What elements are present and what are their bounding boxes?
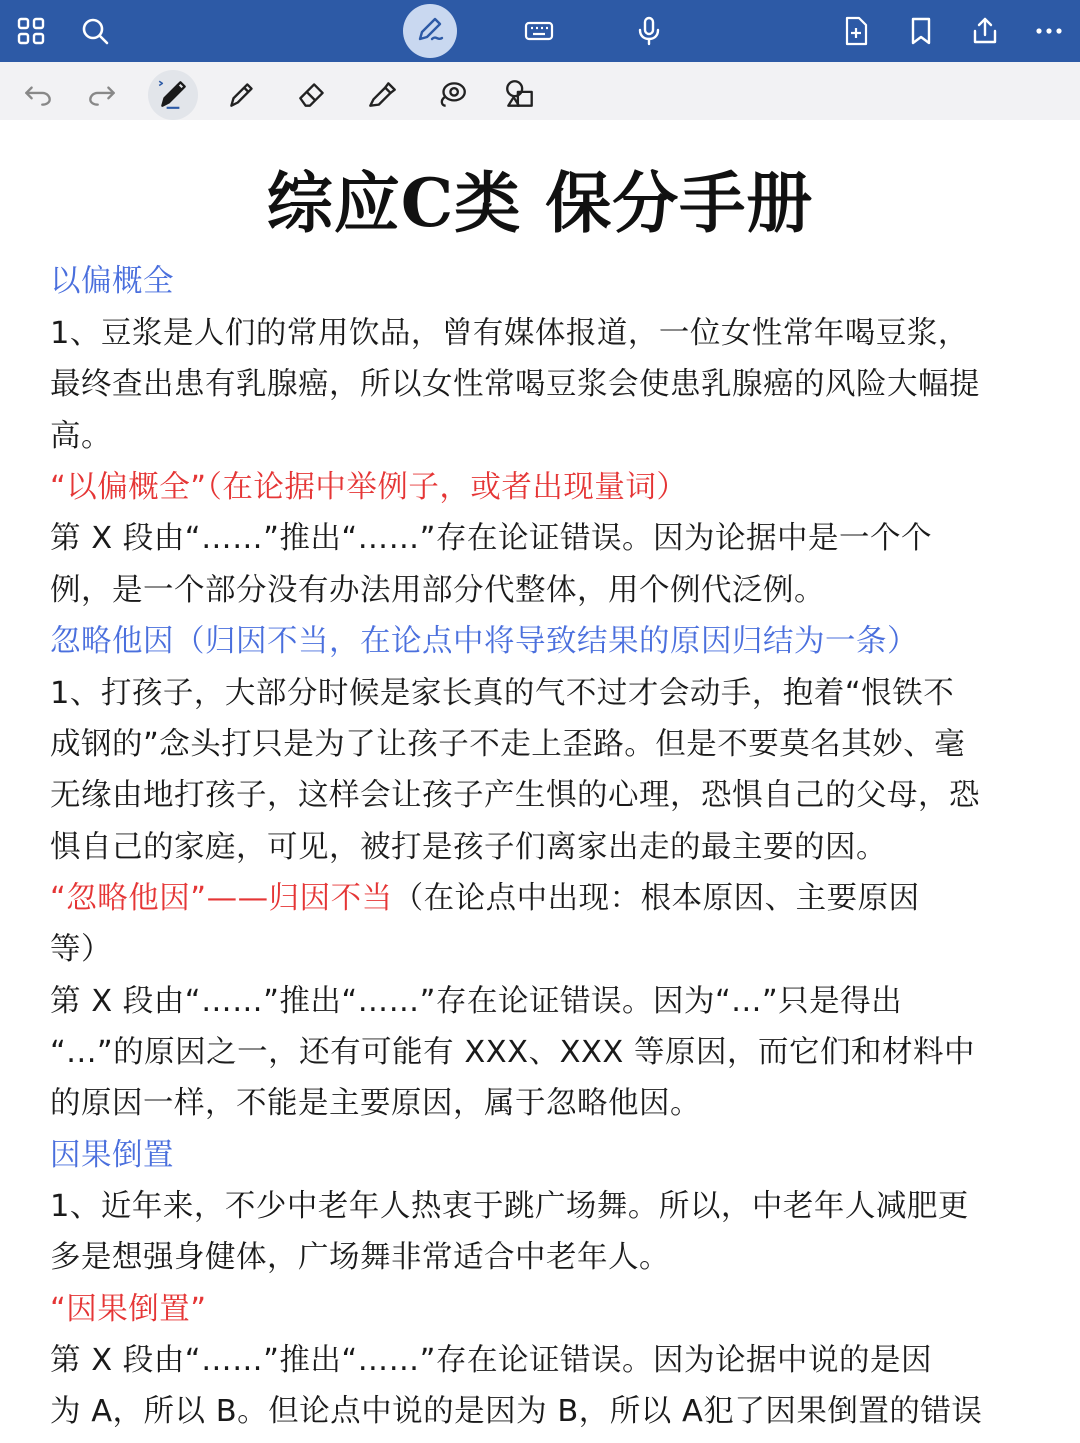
note-continuation: （在论点中出现：根本原因、主要原因 bbox=[392, 881, 920, 916]
more-icon[interactable] bbox=[1028, 10, 1070, 52]
body-line: 高。 bbox=[50, 419, 112, 454]
shapes-icon[interactable] bbox=[500, 74, 540, 114]
microphone-icon[interactable] bbox=[628, 10, 670, 52]
red-note-3: “因果倒置” bbox=[50, 1292, 207, 1327]
pen-mode-icon bbox=[414, 13, 446, 49]
body-line: 的原因一样，不能是主要原因，属于忽略他因。 bbox=[50, 1086, 701, 1121]
red-note-1: “以偏概全”（在论据中举例子，或者出现量词） bbox=[50, 470, 688, 505]
mixed-note-line bbox=[50, 873, 920, 917]
section-heading-1: 以偏概全 bbox=[50, 264, 174, 299]
body-line: 1、打孩子，大部分时候是家长真的气不过才会动手，抱着“恨铁不 bbox=[50, 676, 955, 711]
body-line: 最终查出患有乳腺癌，所以女性常喝豆浆会使患乳腺癌的风险大幅提 bbox=[50, 367, 980, 402]
page-title: 综应C类 保分手册 bbox=[266, 164, 814, 242]
grid-icon[interactable] bbox=[10, 10, 52, 52]
body-line: 第 X 段由“……”推出“……”存在论证错误。因为论据中说的是因 bbox=[50, 1343, 932, 1378]
body-line: 第 X 段由“……”推出“……”存在论证错误。因为论据中是一个个 bbox=[50, 521, 932, 556]
body-line: 惧自己的家庭，可见，被打是孩子们离家出走的最主要的因。 bbox=[50, 830, 887, 865]
body-line: 多是想强身健体，广场舞非常适合中老年人。 bbox=[50, 1240, 670, 1275]
bluetooth-pen-icon[interactable] bbox=[153, 74, 193, 114]
bookmark-icon[interactable] bbox=[900, 10, 942, 52]
section-heading-2: 忽略他因（归因不当，在论点中将导致结果的原因归结为一条） bbox=[50, 624, 918, 659]
undo-icon[interactable] bbox=[18, 74, 58, 114]
app-top-bar bbox=[0, 0, 1080, 62]
body-line: 等） bbox=[50, 932, 112, 967]
body-line: 1、豆浆是人们的常用饮品，曾有媒体报道，一位女性常年喝豆浆， bbox=[50, 316, 969, 351]
share-icon[interactable] bbox=[964, 10, 1006, 52]
lasso-icon[interactable] bbox=[432, 74, 472, 114]
body-line: “...”的原因之一，还有可能有 XXX、XXX 等原因，而它们和材料中 bbox=[50, 1035, 975, 1070]
pen-mode-button[interactable] bbox=[403, 4, 457, 58]
red-note-2: “忽略他因”——归因不当 bbox=[50, 881, 393, 916]
body-line: 第 X 段由“……”推出“……”存在论证错误。因为“...”只是得出 bbox=[50, 984, 903, 1019]
body-line: 1、近年来，不少中老年人热衷于跳广场舞。所以，中老年人减肥更 bbox=[50, 1189, 969, 1224]
keyboard-icon[interactable] bbox=[518, 10, 560, 52]
search-icon[interactable] bbox=[74, 10, 116, 52]
body-line: 例，是一个部分没有办法用部分代整体，用个例代泛例。 bbox=[50, 573, 825, 608]
redo-icon[interactable] bbox=[82, 74, 122, 114]
body-line: 为 A，所以 B。但论点中说的是因为 B，所以 A犯了因果倒置的错误 bbox=[50, 1394, 983, 1429]
highlighter-icon[interactable] bbox=[362, 74, 402, 114]
eraser-icon[interactable] bbox=[292, 74, 332, 114]
body-line: 无缘由地打孩子，这样会让孩子产生惧的心理，恐惧自己的父母，恐 bbox=[50, 778, 980, 813]
body-line: 成钢的”念头打只是为了让孩子不走上歪路。但是不要莫名其妙、毫 bbox=[50, 727, 966, 762]
section-heading-3: 因果倒置 bbox=[50, 1138, 174, 1173]
pencil-icon[interactable] bbox=[222, 74, 262, 114]
add-page-icon[interactable] bbox=[835, 10, 877, 52]
